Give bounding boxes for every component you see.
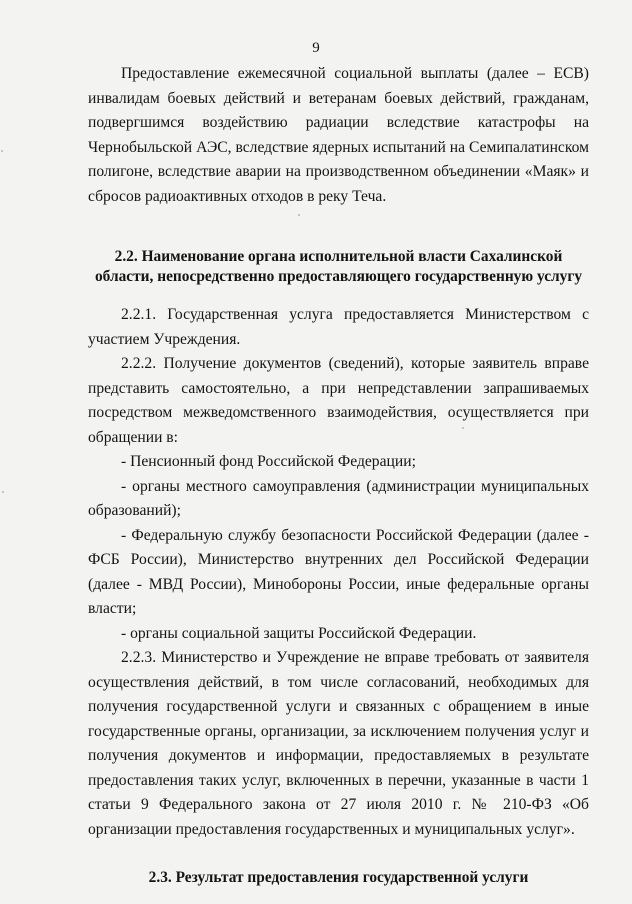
scan-speck: [298, 214, 300, 216]
paragraph-2-2-2: 2.2.2. Получение документов (сведений), которые заявитель вправе представить самостоятельно, а при непредставлении запрашиваемых посредством межведомственного взаимодействия, осуществляется при обращении в:: [88, 355, 589, 446]
page-content: [88, 62, 589, 888]
section-2-2-heading-line-2: области, непосредственно предоставляющего государственную услугу: [94, 268, 583, 285]
scan-speck: [1, 150, 3, 152]
section-2-2-heading: [88, 247, 589, 287]
paragraph-2-2-1: 2.2.1. Государственная услуга предоставляется Министерством с участием Учреждения.: [88, 306, 589, 348]
paragraph-2-2-3: 2.2.3. Министерство и Учреждение не вправе требовать от заявителя осуществления действий, в том числе согласований, необходимых для получения государственной услуги и связанных с обращением в иные государственные органы, организации, за исключением получения услуг и получения документов и информации, предоставляемых в результате предоставления таких услуг, включенных в перечни, указанные в части 1 статьи 9 Федерального закона от 27 июля 2010 г. № 210-ФЗ «Об организации предоставления государственных и муниципальных услуг».: [88, 649, 589, 838]
scan-speck: [2, 491, 4, 493]
list-item-federal-services: - Федеральную службу безопасности Российской Федерации (далее - ФСБ России), Министерство внутренних дел Российской Федерации (далее - МВД России), Минобороны России, иные федеральные органы власти;: [88, 526, 589, 617]
page-number: 9: [312, 40, 320, 56]
section-2-2-heading-line-1: 2.2. Наименование органа исполнительной власти Сахалинской: [114, 248, 563, 265]
section-2-3-heading: 2.3. Результат предоставления государственной услуги: [148, 869, 529, 886]
intro-paragraph: Предоставление ежемесячной социальной выплаты (далее – ЕСВ) инвалидам боевых действий и ветеранам боевых действий, гражданам, подвергшимся воздействию радиации вследствие катастрофы на Чернобыльской АЭС, вследствие ядерных испытаний на Семипалатинском полигоне, вследствие аварии на производственном объединении «Маяк» и сбросов радиоактивных отходов в реку Теча.: [88, 65, 589, 205]
scan-speck: [462, 427, 464, 429]
list-item-social-protection: - органы социальной защиты Российской Федерации.: [121, 624, 477, 642]
list-item-pension-fund: - Пенсионный фонд Российской Федерации;: [121, 453, 416, 470]
list-item-local-government: - органы местного самоуправления (администрации муниципальных образований);: [88, 477, 589, 519]
